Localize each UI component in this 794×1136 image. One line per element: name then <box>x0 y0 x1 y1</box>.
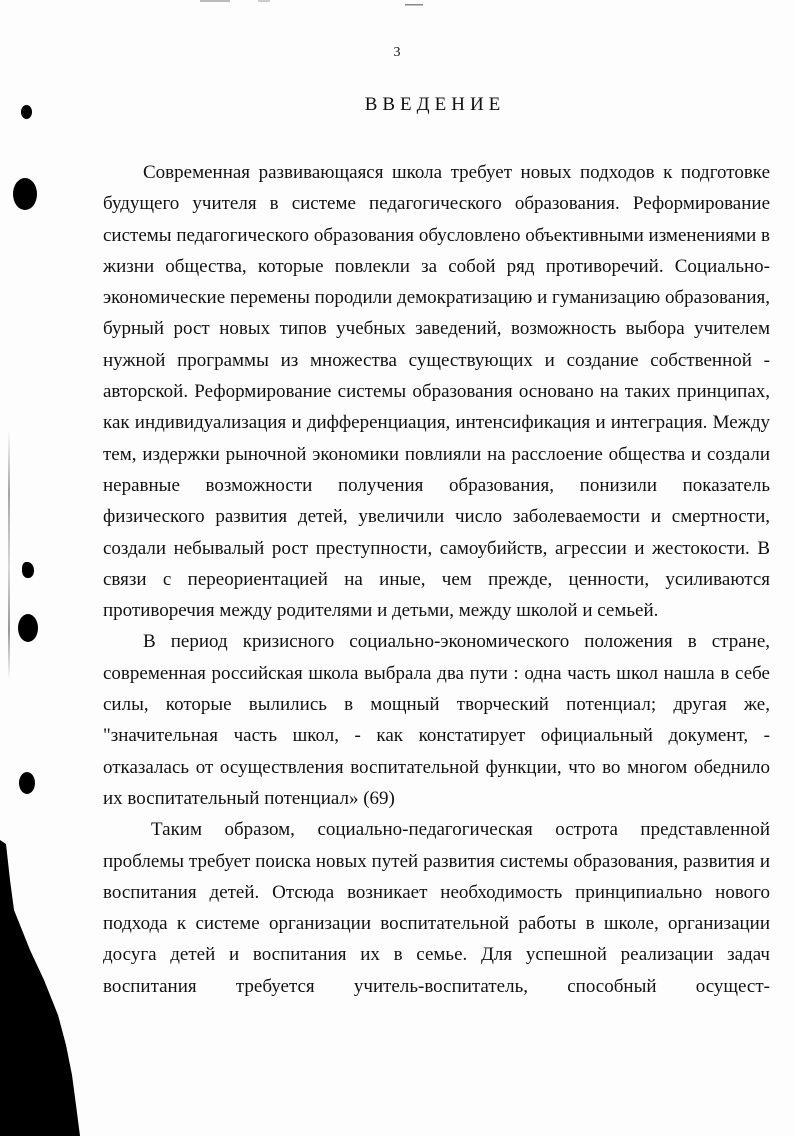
scan-binding-shadow <box>0 840 90 1136</box>
scan-punch-hole-mark <box>18 614 38 642</box>
scan-punch-hole-mark <box>22 562 34 578</box>
paragraph: Таким образом, социально-педагогическая острота представленной проблемы требует поиска новых путей развития системы образования, развития и воспитания детей. Отсюда возникает необходимость принципиально нового подхода к системе организации воспитательной работы в школе, организации досуга детей и воспитания их в семье. Для успешной реализации задач воспитания требуется учитель-воспитатель, способный осущест- <box>103 819 770 997</box>
scan-punch-hole-mark <box>19 772 35 794</box>
paragraph: Современная развивающаяся школа требует новых подходов к подготовке будущего учителя в системе педагогического образования. Реформирование системы педагогического образования обусловлено объективными изменениями в жизни общества, которые повлекли за собой ряд противоречий. Социально-экономические перемены породили демократизацию и гуманизацию образования, бурный рост новых типов учебных заведений, возможность выбора учителем нужной программы из множества существующих и создание собственной - авторской. Реформирование системы образования основано на таких принципах, как индивидуализация и дифференциация, интенсификация и интеграция. Между тем, издержки рыночной экономики повлияли на расслоение общества и создали неравные возможности получения образования, понизили показатель физического развития детей, увеличили число заболеваемости и смертности, создали небывалый рост преступности, самоубийств, агрессии и жестокости. В связи с переориентацией на иные, чем прежде, ценности, усиливаются противоречия между родителями и детьми, между школой и семьей. <box>103 162 770 622</box>
paragraph: В период кризисного социально-экономического положения в стране, современная российская школа выбрала два пути : одна часть школ нашла в себе силы, которые вылились в мощный творческий потенциал; другая же, "значительная часть школ, - как констатирует официальный документ, - отказалась от осуществления воспитательной функции, что во многом обеднило их воспитательный потенциал» (69) <box>103 631 770 809</box>
scan-punch-hole-mark <box>13 178 37 210</box>
page-number: 3 <box>393 45 401 60</box>
body-text <box>103 157 770 1002</box>
chapter-heading: ВВЕДЕНИЕ <box>364 94 506 115</box>
scan-edge-line <box>8 430 10 680</box>
scan-top-edge-marks <box>0 0 794 8</box>
